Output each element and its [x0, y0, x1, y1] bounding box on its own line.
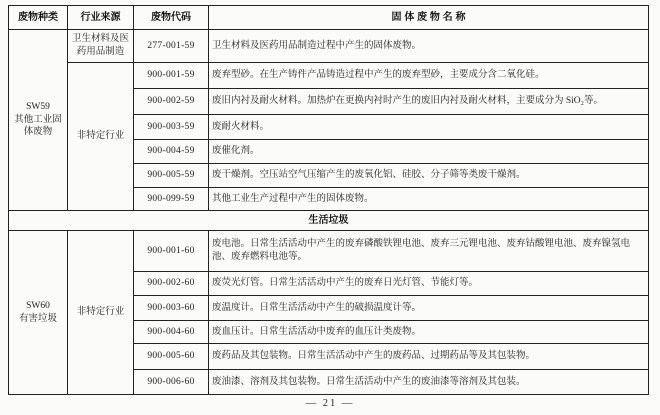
waste-code-cell: 900-001-60	[134, 231, 209, 272]
waste-code-cell: 900-002-60	[134, 272, 209, 296]
waste-code-cell: 900-099-59	[134, 188, 209, 211]
category-code: SW60	[26, 300, 50, 311]
waste-name-cell: 废弃型砂。在生产铸件产品铸造过程中产生的废弃型砂，主要成分含二氧化硅。	[209, 63, 649, 89]
col-header-industry-source: 行业来源	[68, 6, 134, 30]
waste-code-cell: 277-001-59	[134, 30, 209, 63]
waste-name-cell: 废电池。日常生活活动中产生的废弃磷酸铁锂电池、废弃三元锂电池、废弃钴酸锂电池、废弃镍氢电池、废弃燃料电池等。	[209, 231, 649, 272]
table-row	[9, 63, 649, 89]
waste-name-cell: 废旧内衬及耐火材料。加热炉在更换内衬时产生的废旧内衬及耐火材料，主要成分为 SiO₂等。	[209, 89, 649, 115]
table-row	[9, 30, 649, 63]
waste-name-cell: 废油漆、溶剂及其包装物。日常生活活动中产生的废油漆等溶剂及其包装。	[209, 370, 649, 395]
industry-cell: 卫生材料及医药用品制造	[68, 30, 134, 63]
category-code: SW59	[26, 101, 50, 112]
waste-classification-table	[8, 5, 649, 395]
col-header-waste-name: 固 体 废 物 名 称	[209, 6, 649, 30]
table-header-row	[9, 6, 649, 30]
industry-cell: 非特定行业	[68, 231, 134, 395]
waste-name-cell: 卫生材料及医药用品制造过程中产生的固体废物。	[209, 30, 649, 63]
waste-code-cell: 900-003-60	[134, 296, 209, 321]
waste-name-cell: 废荧光灯管。日常生活活动中产生的废弃日光灯管、节能灯等。	[209, 272, 649, 296]
category-cell-sw60	[9, 231, 68, 395]
industry-cell: 非特定行业	[68, 63, 134, 211]
waste-code-cell: 900-005-60	[134, 344, 209, 370]
category-name: 其他工业固体废物	[14, 114, 62, 138]
waste-code-cell: 900-004-60	[134, 321, 209, 344]
section-header-row	[9, 211, 649, 231]
category-cell-sw59	[9, 30, 68, 211]
waste-name-cell: 废催化剂。	[209, 140, 649, 164]
waste-code-cell: 900-005-59	[134, 164, 209, 188]
section-header-cell: 生活垃圾	[9, 211, 649, 231]
waste-name-cell: 废温度计。日常生活活动中产生的破损温度计等。	[209, 296, 649, 321]
waste-code-cell: 900-001-59	[134, 63, 209, 89]
page-number: — 21 —	[305, 398, 355, 409]
waste-code-cell: 900-003-59	[134, 115, 209, 140]
waste-name-cell: 废血压计。日常生活活动中废弃的血压计类废物。	[209, 321, 649, 344]
waste-code-cell: 900-006-60	[134, 370, 209, 395]
table-row	[9, 231, 649, 272]
waste-name-cell: 废干燥剂。空压站空气压缩产生的废氧化铝、硅胶、分子筛等类废干燥剂。	[209, 164, 649, 188]
waste-code-cell: 900-002-59	[134, 89, 209, 115]
category-name: 有害垃圾	[18, 313, 57, 324]
col-header-waste-code: 废物代码	[134, 6, 209, 30]
waste-code-cell: 900-004-59	[134, 140, 209, 164]
waste-name-cell: 废耐火材料。	[209, 115, 649, 140]
waste-name-cell: 废药品及其包装物。日常生活活动中产生的废药品、过期药品等及其包装物。	[209, 344, 649, 370]
col-header-waste-category: 废物种类	[9, 6, 68, 30]
waste-name-cell: 其他工业生产过程中产生的固体废物。	[209, 188, 649, 211]
